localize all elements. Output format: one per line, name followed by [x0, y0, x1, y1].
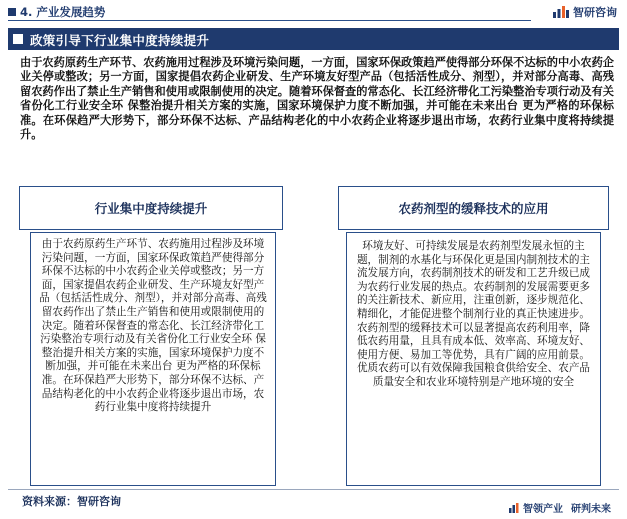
- footer-logo: [509, 500, 563, 515]
- left-card-header: [19, 186, 283, 230]
- brand-mark-icon: [553, 6, 569, 18]
- footer-mark-icon: [509, 503, 521, 513]
- footer-slogan-right: 研判未来: [571, 504, 611, 515]
- footer-divider: [8, 489, 619, 490]
- title-banner: [8, 28, 619, 50]
- footer-brand: [509, 500, 611, 515]
- section-heading: [8, 4, 105, 20]
- left-card-title: 行业集中度持续提升: [94, 201, 208, 216]
- right-card-title: 农药剂型的缓释技术的应用: [398, 201, 549, 216]
- section-label: 4. 产业发展趋势: [20, 5, 106, 19]
- header-divider: [8, 20, 531, 21]
- brand-logo: [553, 4, 617, 20]
- right-card-header: [338, 186, 609, 230]
- source-note: 资料来源：智研咨询: [22, 495, 121, 508]
- left-card-body: 由于农药原药生产环节、农药施用过程涉及环境污染问题，一方面，国家环保政策趋严使得部分环保不达标的中小农药企业关停或整改；另一方面，国家提倡农药企业研发、生产环境友好型产品（包括活性成分、剂型），并对部分高毒、高残留农药作出了禁止生产销售和使用或限制使用的决定。随着环保督查的常态化、长江经济带化工污染整治专项行动及有关省份化工行业安全环 保整治提升相关方案的实施，国家环境保护力度不断加强，并可能在未来出台 更为严格的环保标准。在环保趋严大形势下，部分环保不达标、产品结构老化的中小农药企业将逐步退出市场，农药行业集中度将持续提升: [30, 232, 276, 486]
- banner-title: 政策引导下行业集中度持续提升: [30, 33, 210, 48]
- section-marker-icon: [8, 8, 16, 16]
- footer-slogan-left: 智领产业: [523, 504, 563, 515]
- top-bar: [0, 0, 627, 24]
- brand-name: 智研咨询: [573, 6, 617, 19]
- banner-marker-icon: [13, 34, 23, 44]
- intro-paragraph: 由于农药原药生产环节、农药施用过程涉及环境污染问题，一方面，国家环保政策趋严使得部分环保不达标的中小农药企业关停或整改；另一方面，国家提倡农药企业研发、生产环境友好型产品（包括活性成分、剂型），并对部分高毒、高残留农药作出了禁止生产销售和使用或限制使用的决定。随着环保督查的常态化、长江经济带化工污染整治专项行动及有关省份化工行业安全环 保整治提升相关方案的实施，国家环境保护力度不断加强，并可能在未来出台 更为严格的环保标准。在环保趋严大形势下，部分环保不达标、产品结构老化的中小农药企业将逐步退出市场，农药行业集中度将持续提升。: [20, 56, 614, 142]
- right-card-body: 环境友好、可持续发展是农药剂型发展永恒的主题，制剂的水基化与环保化更是国内制剂技术的主流发展方向，农药制剂技术的研发和工艺升级已成为农药行业发展的热点。农药制剂的发展需要更多的关注新技术、新应用，注重创新，逐步规范化、精细化，才能促进整个制剂行业的真正快速进步。农药剂型的缓释技术可以显著提高农药利用率，降低农药用量，且具有成本低、效率高、环境友好、使用方便、易加工等优势，具有广阔的应用前景。优质农药可以有效保障我国粮食供给安全、农产品质量安全和农业环境特别是产地环境的安全: [346, 232, 601, 486]
